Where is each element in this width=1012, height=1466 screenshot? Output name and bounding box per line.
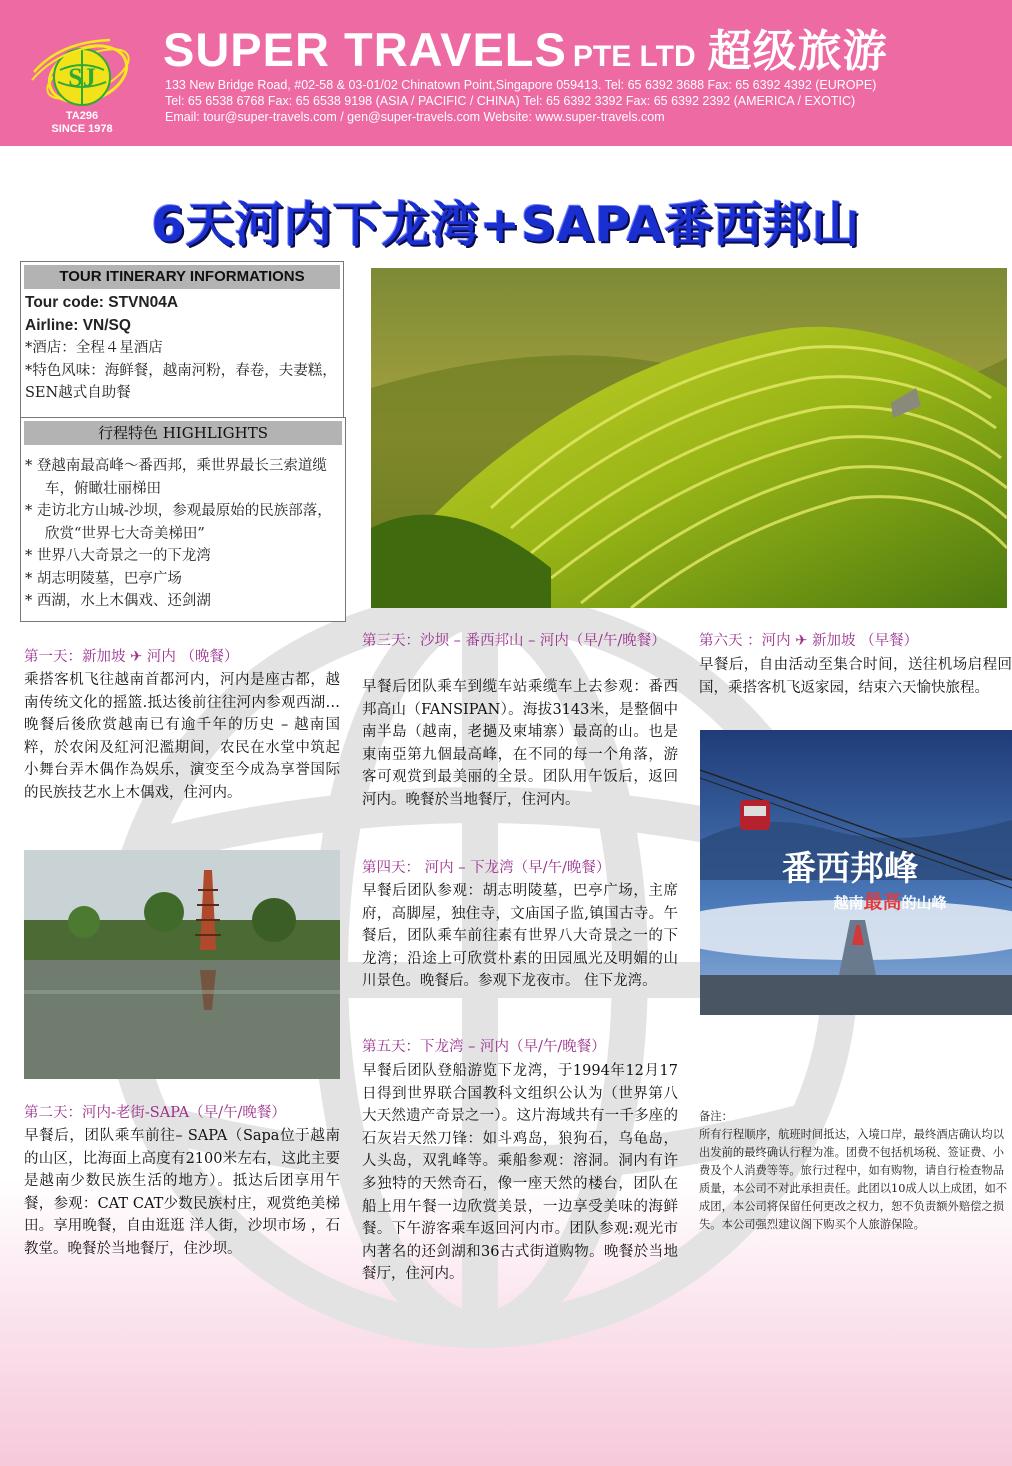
day1-text: 乘搭客机飞往越南首都河内，河内是座古都，越南传统文化的摇篮.抵达後前往往河内参观西湖…晚餐后後欣赏越南已有逾千年的历史 – 越南国粹，於农闲及紅河氾濫期间，农民在水堂中筑起小舞台弄木偶作為娱乐，演变至今成為享誉国际的民族技艺水上木偶戏，住河内。 bbox=[24, 672, 340, 801]
fansipan-image bbox=[700, 730, 1012, 1015]
day5-text: 早餐后团队登船游览下龙湾，于1994年12月17日得到世界联合国教科文组织公认为（世界第八大天然遗产奇景之一）。这片海域共有一千多座的石灰岩天然刀锋：如斗鸡岛，狼狗石，乌龟岛，人头岛，双乳峰等。乘船参观：溶洞。洞内有许多独特的天然奇石，像一座天然的楼台，团队在船上用午餐一边欣赏美景，一边享受美味的海鲜餐。下午游客乘车返回河内市。团队参观:观光市内著名的还剑湖和36古式街道购物。晚餐於当地餐厅，住河内。 bbox=[362, 1063, 678, 1283]
day1-title: 第一天：新加坡 ✈ 河内 （晚餐） bbox=[24, 649, 239, 665]
highlights-box bbox=[20, 417, 346, 622]
day3-text: 早餐后团队乘车到缆车站乘缆车上去参观：番西邦高山（FANSIPAN）。海拔3143米，是整個中南半島（越南，老撾及柬埔寨）最高的山。也是東南亞第九個最高峰，在不同的每一个角落，游客可观赏到最美丽的全景。团队用午饭后，返回河内。晚餐於当地餐厅，住河内。 bbox=[362, 679, 678, 808]
photo-caption-subtitle: 越南最高的山峰 bbox=[833, 891, 947, 913]
highlights-heading: 行程特色 HIGHLIGHTS bbox=[24, 421, 342, 445]
info-heading: TOUR ITINERARY INFORMATIONS bbox=[24, 265, 340, 289]
day4-title: 第四天： 河内 – 下龙湾（早/午/晚餐） bbox=[362, 860, 611, 876]
photo-caption-title: 番西邦峰 bbox=[782, 849, 918, 889]
food-info: *特色风味：海鲜餐，越南河粉，春卷，夫妻糕，SEN越式自助餐 bbox=[25, 362, 337, 401]
notes-heading: 备注： bbox=[699, 1110, 733, 1123]
airline: Airline: VN/SQ bbox=[25, 316, 131, 334]
highlight-item: * 登越南最高峰～番西邦，乘世界最长三索道缆车，俯瞰壮丽梯田 bbox=[25, 458, 327, 497]
hotel-info: *酒店：全程４星酒店 bbox=[25, 340, 163, 356]
highlight-item: * 胡志明陵墓，巴亭广场 bbox=[25, 570, 182, 587]
tour-info-box bbox=[20, 261, 344, 419]
fansipan-photo bbox=[700, 730, 1012, 1015]
day6-title: 第六天 ：河内 ✈ 新加坡 （早餐） bbox=[699, 633, 919, 649]
brand-en: SUPER TRAVELS bbox=[163, 23, 567, 76]
highlight-item: * 西湖，水上木偶戏、还剑湖 bbox=[25, 593, 211, 609]
brand-suffix: PTE LTD bbox=[572, 40, 696, 73]
tour-code: Tour code: STVN04A bbox=[25, 294, 179, 311]
day4-text: 早餐后团队参观：胡志明陵墓，巴亭广场，主席府，高脚屋，独住寺，文庙国子监,镇国古寺。午餐后，团队乘车前往素有世界八大奇景之一的下龙湾；沿途上可欣赏朴素的田园風光及明媚的山川景色。晚餐后。参观下龙夜市。 住下龙湾。 bbox=[362, 883, 678, 990]
day5-title: 第五天：下龙湾 – 河内（早/午/晚餐） bbox=[362, 1039, 606, 1055]
web-line: Email: tour@super-travels.com / gen@super-travels.com Website: www.super-travels.com bbox=[165, 110, 665, 124]
day6-text: 早餐后，自由活动至集合时间，送往机场启程回国，乘搭客机飞返家园，结束六天愉快旅程。 bbox=[699, 657, 1012, 696]
rice-terrace-photo bbox=[371, 268, 1007, 608]
day2-title: 第二天：河内-老街-SAPA（早/午/晚餐） bbox=[24, 1105, 286, 1121]
address-line: 133 New Bridge Road, #02-58 & 03-01/02 Chinatown Point,Singapore 059413. Tel: 65 6392 3688 Fax: 65 6392 4392 (EUROPE) bbox=[165, 78, 877, 92]
brand-cn: 超级旅游 bbox=[707, 26, 888, 77]
phone-line: Tel: 65 6538 6768 Fax: 65 6538 9198 (ASIA / PACIFIC / CHINA) Tel: 65 6392 3392 Fax: 65 6392 2392 (AMERICA / EXOTIC) bbox=[165, 94, 856, 108]
notes-text: 所有行程顺序，航班时间抵达，入境口岸，最终酒店确认均以出发前的最终确认行程为准。团费不包括机场税、签证费、小费及个人消费等等。旅行过程中，如有购物，请自行检查物品质量，本公司不对此承担责任。此团以10成人以上成团，如不成团，本公司将保留任何更改之权力，恕不负责额外赔偿之损失。本公司强烈建议阁下购买个人旅游保险。 bbox=[699, 1128, 1008, 1231]
highlight-item: * 走访北方山城-沙坝，参观最原始的民族部落，欣赏“世界七大奇美梯田” bbox=[25, 503, 332, 542]
highlight-item: * 世界八大奇景之一的下龙湾 bbox=[25, 548, 211, 564]
svg-text:SJ: SJ bbox=[68, 63, 96, 92]
brand-name bbox=[163, 24, 888, 83]
day2-text: 早餐后，团队乘车前往– SAPA（Sapa位于越南的山区，比海面上高度有2100米左右，这此主要是越南少数民族生活的地方）。抵达后团享用午餐，参观：CAT CAT少数民族村庄，观赏绝美梯田。享用晚餐，自由逛逛 洋人街，沙坝市场 ，石教堂。晚餐於当地餐厅，住沙坝。 bbox=[24, 1128, 340, 1257]
pagoda-photo bbox=[24, 850, 340, 1079]
header-banner bbox=[0, 0, 1012, 146]
logo-license: TA296 bbox=[65, 110, 99, 122]
rice-terrace-image bbox=[371, 268, 1007, 608]
pagoda-image bbox=[24, 850, 340, 1079]
logo-since: SINCE 1978 bbox=[51, 123, 113, 135]
page-title: 6天河内下龙湾+SAPA番西邦山 bbox=[151, 197, 861, 253]
day3-title: 第三天：沙坝 – 番西邦山 – 河内（早/午/晚餐） bbox=[362, 633, 666, 649]
company-logo-icon bbox=[30, 32, 134, 122]
